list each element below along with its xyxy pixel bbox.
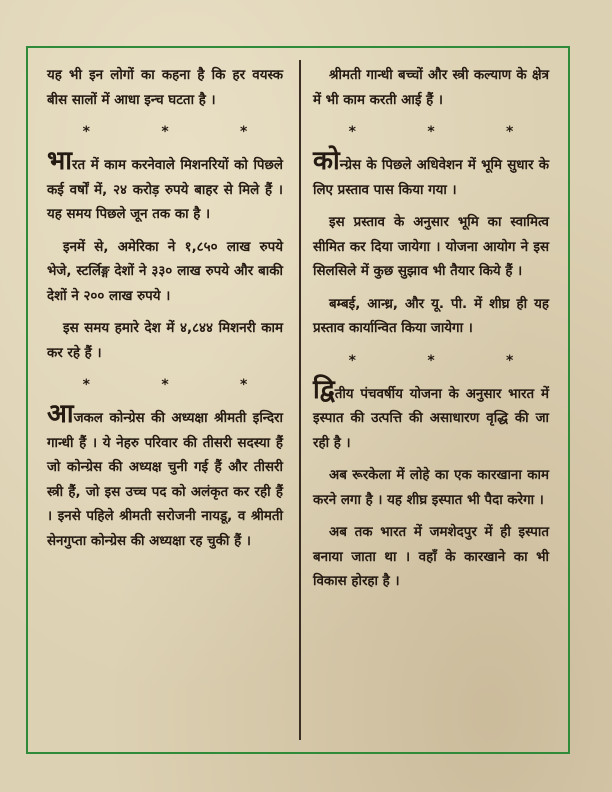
- column-divider: [299, 60, 301, 740]
- paragraph-text: रत में काम करनेवाले मिशनरियों को पिछले कई वर्षों में, २४ करोड़ रुपये बाहर से मिले हैं । यह समय पिछले जून तक का है ।: [47, 158, 283, 222]
- paragraph-text: न्ग्रेस के पिछले अधिवेशन में भूमि सुधार के लिए प्रस्ताव पास किया गया ।: [313, 158, 549, 198]
- left-column: [47, 64, 283, 562]
- star: *: [427, 352, 435, 369]
- star: *: [82, 124, 90, 140]
- paragraph-text: तीय पंचवर्षीय योजना के अनुसार भारत में इस्पात की उत्पत्ति की असाधारण वृद्धि की जा रही है ।: [313, 386, 549, 451]
- right-paragraph-4: बम्बई, आन्ध्र, और यू. पी. में शीघ्र ही यह प्रस्ताव कार्यान्वित किया जायेगा ।: [313, 296, 549, 336]
- star: *: [348, 124, 356, 140]
- star: *: [505, 352, 514, 369]
- drop-cap: भा: [47, 146, 73, 176]
- drop-cap: को: [313, 146, 340, 176]
- paragraph-text: जकल कोन्ग्रेस की अध्यक्षा श्रीमती इन्दिरा गान्धी हैं । ये नेहरु परिवार की तीसरी सदस्या हैं जो कोन्ग्रेस की अध्यक्ष चुनी गई हैं और तीसरी स्त्री हैं, जो इस उच्च पद को अलंकृत कर रही हैं । इनसे पहिले श्रीमती सरोजनी नायडू, व श्रीमती सेनगुप्ता कोन्ग्रेस की अध्यक्षा रह चुकी हैं ।: [47, 411, 283, 549]
- right-column: [313, 64, 549, 603]
- section-separator: [47, 121, 283, 143]
- star: *: [239, 124, 248, 140]
- section-separator: [313, 350, 549, 372]
- star: *: [348, 352, 356, 369]
- drop-cap: आ: [47, 399, 74, 429]
- right-paragraph-3: इस प्रस्ताव के अनुसार भूमि का स्वामित्व सीमित कर दिया जायेगा । योजना आयोग ने इस सिलसिले में कुछ सुझाव भी तैयार किये हैं ।: [313, 215, 549, 279]
- star: *: [161, 377, 169, 393]
- right-paragraph-1: श्रीमती गान्धी बच्चों और स्त्री कल्याण के क्षेत्र में भी काम करती आई हैं ।: [313, 68, 549, 108]
- left-paragraph-1: यह भी इन लोगों का कहना है कि हर वयस्क बीस सालों में आधा इन्च घटता है ।: [47, 68, 283, 108]
- right-paragraph-6: अब रूरकेला में लोहे का एक कारखाना काम करने लगा है । यह शीघ्र इस्पात भी पैदा करेगा ।: [313, 468, 549, 508]
- left-paragraph-2: [47, 146, 283, 228]
- section-separator: [47, 374, 283, 396]
- right-paragraph-5: [313, 374, 549, 457]
- star: *: [82, 377, 90, 393]
- drop-cap: द्वि: [313, 374, 335, 405]
- left-paragraph-4: इस समय हमारे देश में ४,८४४ मिशनरी काम कर रहे हैं ।: [47, 321, 283, 361]
- section-separator: [313, 121, 549, 143]
- star: *: [505, 124, 514, 140]
- star: *: [427, 124, 435, 140]
- left-paragraph-5: [47, 399, 283, 554]
- star: *: [239, 377, 248, 393]
- right-paragraph-2: [313, 146, 549, 203]
- left-paragraph-3: इनमें से, अमेरिका ने १,८५० लाख रुपये भेजे, स्टर्लिङ्ग देशों ने ३३० लाख रुपये और बाकी देशों ने २०० लाख रुपये ।: [47, 239, 283, 304]
- star: *: [161, 124, 169, 140]
- right-paragraph-7: अब तक भारत में जमशेदपुर में ही इस्पात बनाया जाता था । वहाँ के कारखाने का भी विकास होरहा है ।: [313, 525, 549, 589]
